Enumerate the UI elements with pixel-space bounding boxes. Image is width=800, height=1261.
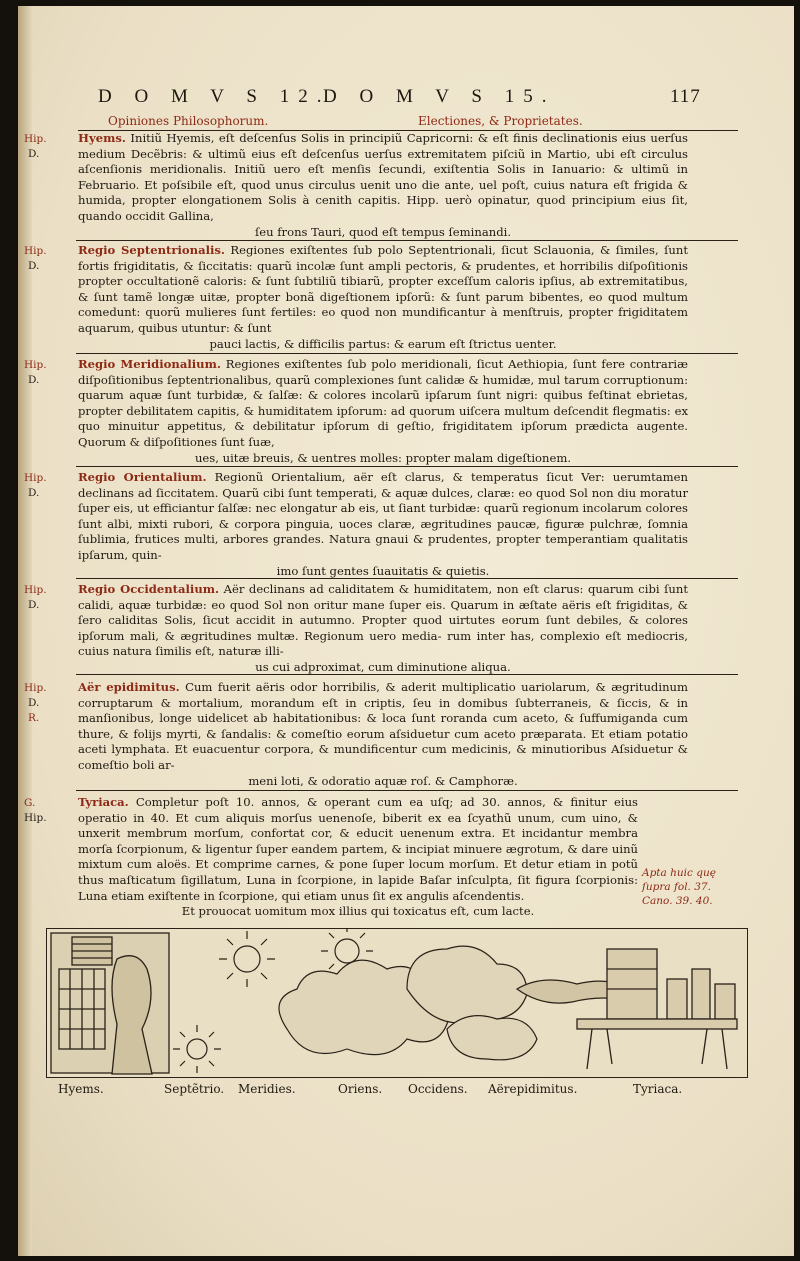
- margin-note: [642, 866, 728, 908]
- folio-number: 117: [670, 86, 701, 107]
- section-oriens-text: [78, 470, 688, 579]
- section-aer-label-2: D.: [28, 697, 40, 709]
- section-meridies-label-1: Hip.: [24, 359, 47, 371]
- section-septentrio-label-1: Hip.: [24, 245, 47, 257]
- woodcut-drawing: [47, 929, 747, 1077]
- section-aer-head: Aër epidimitus.: [78, 680, 180, 694]
- caption-aer: Aërepidimitus.: [488, 1082, 578, 1096]
- section-septentrio-label-2: D.: [28, 260, 40, 272]
- section-meridies-label-2: D.: [28, 374, 40, 386]
- section-oriens-body: Regionũ Orientalium, aër eſt clarus, & temperatus ſicut Ver: uerumtamen declinans ad ſiccitatem. Quarũ cibi ſunt temperati, & aquæ dulces, claræ: eo quod Sol non diu moratur ſuper eis, ut efficiantur ſalſæ: nec elongatur ab eis, ut ſiant turbidæ: quarũ regionum incolarum colores ſunt albi, mixti rubori, & corpora pinguia, uoces claræ, ægritudines paucæ, figuræ pulchræ, ſomnia ſublimia, frutices multi, arbores grandes. Natura gnaui & prudentes, propter temperantiam qualitatis ipſarum, quin-: [78, 470, 688, 562]
- section-hyems-last: ſeu frons Tauri, quod eſt tempus ſeminandi.: [254, 224, 512, 239]
- rule-1: [76, 240, 738, 241]
- margin-note-line-3: Cano. 39. 40.: [642, 895, 713, 907]
- section-hyems-head: Hyems.: [78, 131, 126, 145]
- section-oriens-label-1: Hip.: [24, 472, 47, 484]
- section-meridies-last: ues, uitæ breuis, & uentres molles: propter malam digeſtionem.: [194, 450, 572, 465]
- section-aer-last: meni loti, & odoratio aquæ roſ. & Camphoræ.: [248, 773, 518, 788]
- section-hyems-label-2: D.: [28, 148, 40, 160]
- section-septentrio-text: [78, 243, 688, 352]
- section-aer-text: [78, 680, 688, 789]
- section-aer-label-3: R.: [28, 712, 40, 724]
- section-occidens-label-1: Hip.: [24, 584, 47, 596]
- section-meridies-head: Regio Meridionalium.: [78, 357, 221, 371]
- rule-3: [76, 466, 738, 467]
- section-hyems-text: [78, 131, 688, 240]
- hyems-scene: [51, 933, 169, 1074]
- section-oriens-head: Regio Orientalium.: [78, 470, 207, 484]
- section-tyriaca-label-1: G.: [24, 797, 36, 809]
- section-tyriaca-head: Tyriaca.: [78, 795, 129, 809]
- section-tyriaca-last: Et prouocat uomitum mox illius qui toxicatus eſt, cum lacte.: [181, 904, 535, 919]
- section-hyems-body: Initiũ Hyemis, eſt deſcenſus Solis in principiũ Capricorni: & eſt finis declinationis eius uerſus medium Decẽbris: & ultimũ eius eſt deſcenſus uerſus extremitatem piſciũ in Martio, ubi eſt circulus aſcenſionis meridionalis. Initiũ uero eſt menſis ſecundi, exiſtentia Solis in Ianuario: & ultimũ in Februario. Et poſsibile eſt, quod unus circulus uenit uno die ante, uel poſt, cuius natura eſt frigida & humida, propter elongationem Solis à cenith capitis. Hipp. uerò opinatur, quod principium eius ſit, quando occidit Gallina,: [78, 131, 688, 223]
- section-tyriaca-text: [78, 795, 638, 920]
- section-tyriaca-body: Completur poſt 10. annos, & operant cum ea uſq; ad 30. annos, & finitur eius operatio in 40. Et cum aliquis morſus uenenoſe, biberit ex ea ſcyathũ unum, cum uino, & unxerit membrum morſum, confortat cor, & educit uenenum extra. Et incidantur membra morſa ſcorpionum, & ligentur ſuper eandem partem, & incipiat minuere ægrotum, & dare uinũ mixtum cum aloës. Et comprime carnes, & pone ſuper locum morſum. Et detur etiam in potũ thus maſticatum ſigillatum, Luna in ſcorpione, in lapide Baſar inſculpta, ſit figura ſcorpionis: Luna etiam exiſtente in ſcorpione, qui etiam unus ſit ex angulis aſcendentis.: [78, 795, 638, 903]
- section-septentrio-last: pauci lactis, & difficilis partus: & earum eſt ſtrictus uenter.: [209, 336, 557, 351]
- rubric-heading-row: [78, 114, 738, 131]
- clouds-scene: [279, 946, 657, 1060]
- woodcut-captions: [58, 1082, 738, 1102]
- caption-tyriaca: Tyriaca.: [633, 1082, 683, 1096]
- caption-septentrio: Septẽtrio.: [164, 1082, 225, 1096]
- rule-2: [76, 353, 738, 354]
- section-aer-body: Cum fuerit aëris odor horribilis, & aderit multiplicatio uariolarum, & ægritudinum corruptarum & mortalium, morandum eſt in criptis, ſeu in domibus ſubterraneis, & ſiccis, & in manſionibus, longe uidelicet ab habitationibus: & loca ſunt roranda cum aceto, & ſuffumiganda cum thure, & folijs myrti, & ſandalis: & comeſtio eorum aſsiduetur cum aceto præparata. Et etiam potatio aceti lymphata. Et euacuentur corpora, & mundificentur cum medicinis, & minutioribus Aſsiduetur & comeſtio boli ar-: [78, 680, 688, 772]
- section-oriens-label-2: D.: [28, 487, 40, 499]
- section-meridies-text: [78, 357, 688, 466]
- section-occidens-text: [78, 582, 688, 676]
- rubric-left: Opiniones Philosophorum.: [108, 114, 269, 128]
- rubric-right: Electiones, & Proprietates.: [418, 114, 583, 128]
- running-header: [98, 86, 718, 112]
- section-meridies-body: Regiones exiſtentes ſub polo meridionali, ſicut Aethiopia, ſunt fere contrariæ diſpoſitionibus ſeptentrionalibus, quarũ complexiones ſunt calidæ & humidæ, mul tarum corruptionum: quarum aquæ ſunt turbidæ, & ſalſæ: & colores incolarũ ipſarum ſunt nigri: quibus feſtinat ebrietas, propter debilitatem capitis, & humiditatem ipſorum: ad quorum uiſcera multum deſcendit flegmatis: ex quo minuitur appetitus, & debilitatur ipſorum di geſtio, frigiditatem ipſorum prædicta augente. Quorum & diſpoſitiones ſunt ſuæ,: [78, 357, 688, 449]
- caption-oriens: Oriens.: [338, 1082, 383, 1096]
- section-aer-label-1: Hip.: [24, 682, 47, 694]
- header-right: D O M V S 15.: [323, 86, 556, 107]
- rule-6: [76, 790, 738, 791]
- woodcut-illustration: [46, 928, 748, 1078]
- caption-meridies: Meridies.: [238, 1082, 296, 1096]
- rule-4: [76, 578, 738, 579]
- section-septentrio-head: Regio Septentrionalis.: [78, 243, 225, 257]
- book-page: [18, 6, 794, 1256]
- section-occidens-head: Regio Occidentalium.: [78, 582, 220, 596]
- section-tyriaca-label-2: Hip.: [24, 812, 47, 824]
- margin-note-line-1: Apta huic quę: [642, 867, 716, 879]
- section-hyems-label-1: Hip.: [24, 133, 47, 145]
- section-septentrio-body: Regiones exiſtentes ſub polo Septentrionali, ſicut Sclauonia, & ſimiles, ſunt fortis frigiditatis, & ſiccitatis: quarũ incolæ ſunt ampli pectoris, & prudentes, et horribilis diſpoſitionis propter occultationẽ caloris: & ſunt ſubtiliũ tibiarũ, propter exceſſum caloris ipſius, ab extremitatibus, & ſunt tamẽ longæ uitæ, propter bonã digeſtionem ipſorũ: & ſunt parum bibentes, eo quod multum comedunt: quorũ mulieres ſunt fertiles: eo quod non mundificantur à menſtruis, propter frigiditatem aquarum, quibus utuntur: & ſunt: [78, 243, 688, 335]
- tyriaca-scene: [577, 949, 737, 1069]
- section-oriens-last: imo ſunt gentes ſuauitatis & quietis.: [276, 563, 490, 578]
- section-occidens-last: us cui adproximat, cum diminutione aliqua.: [255, 659, 511, 674]
- rule-5: [76, 674, 738, 675]
- section-occidens-label-2: D.: [28, 599, 40, 611]
- caption-occidens: Occidens.: [408, 1082, 468, 1096]
- margin-note-line-2: ſupra fol. 37.: [642, 881, 711, 893]
- caption-hyems: Hyems.: [58, 1082, 104, 1096]
- header-left: D O M V S 12.: [98, 86, 331, 107]
- section-occidens-body: Aër declinans ad caliditatem & humiditatem, non eſt clarus: quarum cibi ſunt calidi, aquæ turbidæ: eo quod Sol non oritur mane ſuper eis. Quarum in æſtate aëris eſt frigiditas, & ſero caliditas Solis, ſicut accidit in autumno. Propter quod uirtutes eorum ſunt debiles, & colores ipſorum mali, & ægritudines multæ. Regionum uero media- rum inter has, complexio eſt mediocris, cuius natura ſimilis eſt, naturæ illi-: [78, 582, 689, 659]
